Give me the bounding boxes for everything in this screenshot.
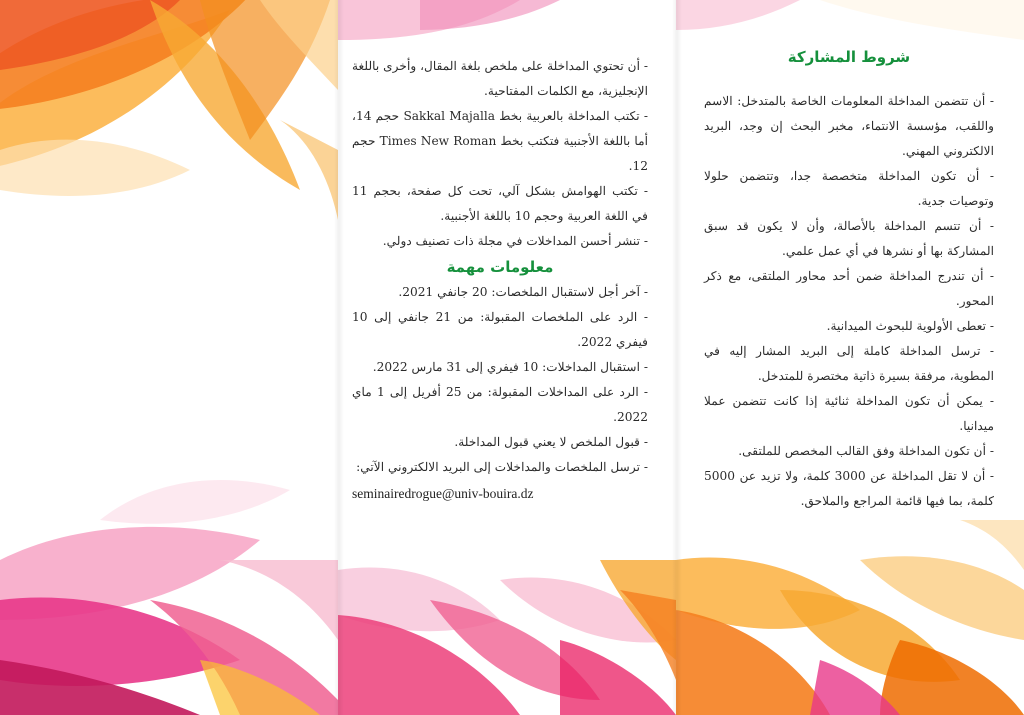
condition-item: - أن تكون المداخلة وفق القالب المخصص للملتقى. bbox=[738, 444, 994, 458]
condition-item: - تكتب الهوامش بشكل آلي، تحت كل صفحة، بحجم 11 في اللغة العربية وحجم 10 باللغة الأجنبية. bbox=[352, 184, 648, 223]
fold-shadow-left bbox=[334, 0, 344, 715]
condition-item: - تكتب المداخلة بالعربية بخط Sakkal Majalla حجم 14، أما باللغة الأجنبية فتكتب بخط Times New Roman حجم 12. bbox=[352, 109, 648, 173]
condition-item: - أن تكون المداخلة متخصصة جدا، وتتضمن حلولا وتوصيات جدية. bbox=[704, 169, 994, 208]
condition-item: - أن لا تقل المداخلة عن 3000 كلمة، ولا تزيد عن 5000 كلمة، بما فيها قائمة المراجع والملاحق. bbox=[704, 469, 994, 508]
conditions-list bbox=[704, 89, 994, 514]
middle-column bbox=[352, 54, 648, 508]
condition-item: - يمكن أن تكون المداخلة ثنائية إذا كانت تتضمن عملا ميدانيا. bbox=[704, 394, 994, 433]
fold-shadow-right bbox=[672, 0, 682, 715]
condition-item: - أن تتسم المداخلة بالأصالة، وأن لا يكون قد سبق المشاركة بها أو نشرها في أي عمل علمي. bbox=[704, 219, 994, 258]
condition-item: - أن تندرج المداخلة ضمن أحد محاور الملتقى، مع ذكر المحور. bbox=[704, 269, 994, 308]
info-item: - ترسل الملخصات والمداخلات إلى البريد الالكتروني الآتي: bbox=[356, 460, 648, 474]
condition-item: - ترسل المداخلة كاملة إلى البريد المشار إليه في المطوية، مرفقة بسيرة ذاتية مختصرة للمتدخل. bbox=[704, 344, 994, 383]
info-heading: معلومات مهمة bbox=[446, 258, 554, 276]
info-item: - الرد على الملخصات المقبولة: من 21 جانفي إلى 10 فيفري 2022. bbox=[352, 310, 648, 349]
condition-item: - أن تحتوي المداخلة على ملخص بلغة المقال، وأخرى باللغة الإنجليزية، مع الكلمات المفتاحية. bbox=[352, 59, 648, 98]
conditions-heading: شروط المشاركة bbox=[787, 48, 911, 66]
info-item: - استقبال المداخلات: 10 فيفري إلى 31 مارس 2022. bbox=[372, 360, 648, 374]
condition-item: - تنشر أحسن المداخلات في مجلة ذات تصنيف دولي. bbox=[382, 234, 648, 248]
condition-item: - أن تتضمن المداخلة المعلومات الخاصة بالمتدخل: الاسم واللقب، مؤسسة الانتماء، مخبر البحث إن وجد، البريد الالكتروني المهني. bbox=[704, 94, 994, 158]
info-item: - الرد على المداخلات المقبولة: من 25 أفريل إلى 1 ماي 2022. bbox=[352, 385, 649, 424]
condition-item: - تعطى الأولوية للبحوث الميدانية. bbox=[826, 319, 994, 333]
contact-email[interactable]: seminairedrogue@univ-bouira.dz bbox=[352, 486, 534, 501]
info-item: - قبول الملخص لا يعني قبول المداخلة. bbox=[454, 435, 648, 449]
info-item: - آخر أجل لاستقبال الملخصات: 20 جانفي 2021. bbox=[398, 285, 648, 299]
